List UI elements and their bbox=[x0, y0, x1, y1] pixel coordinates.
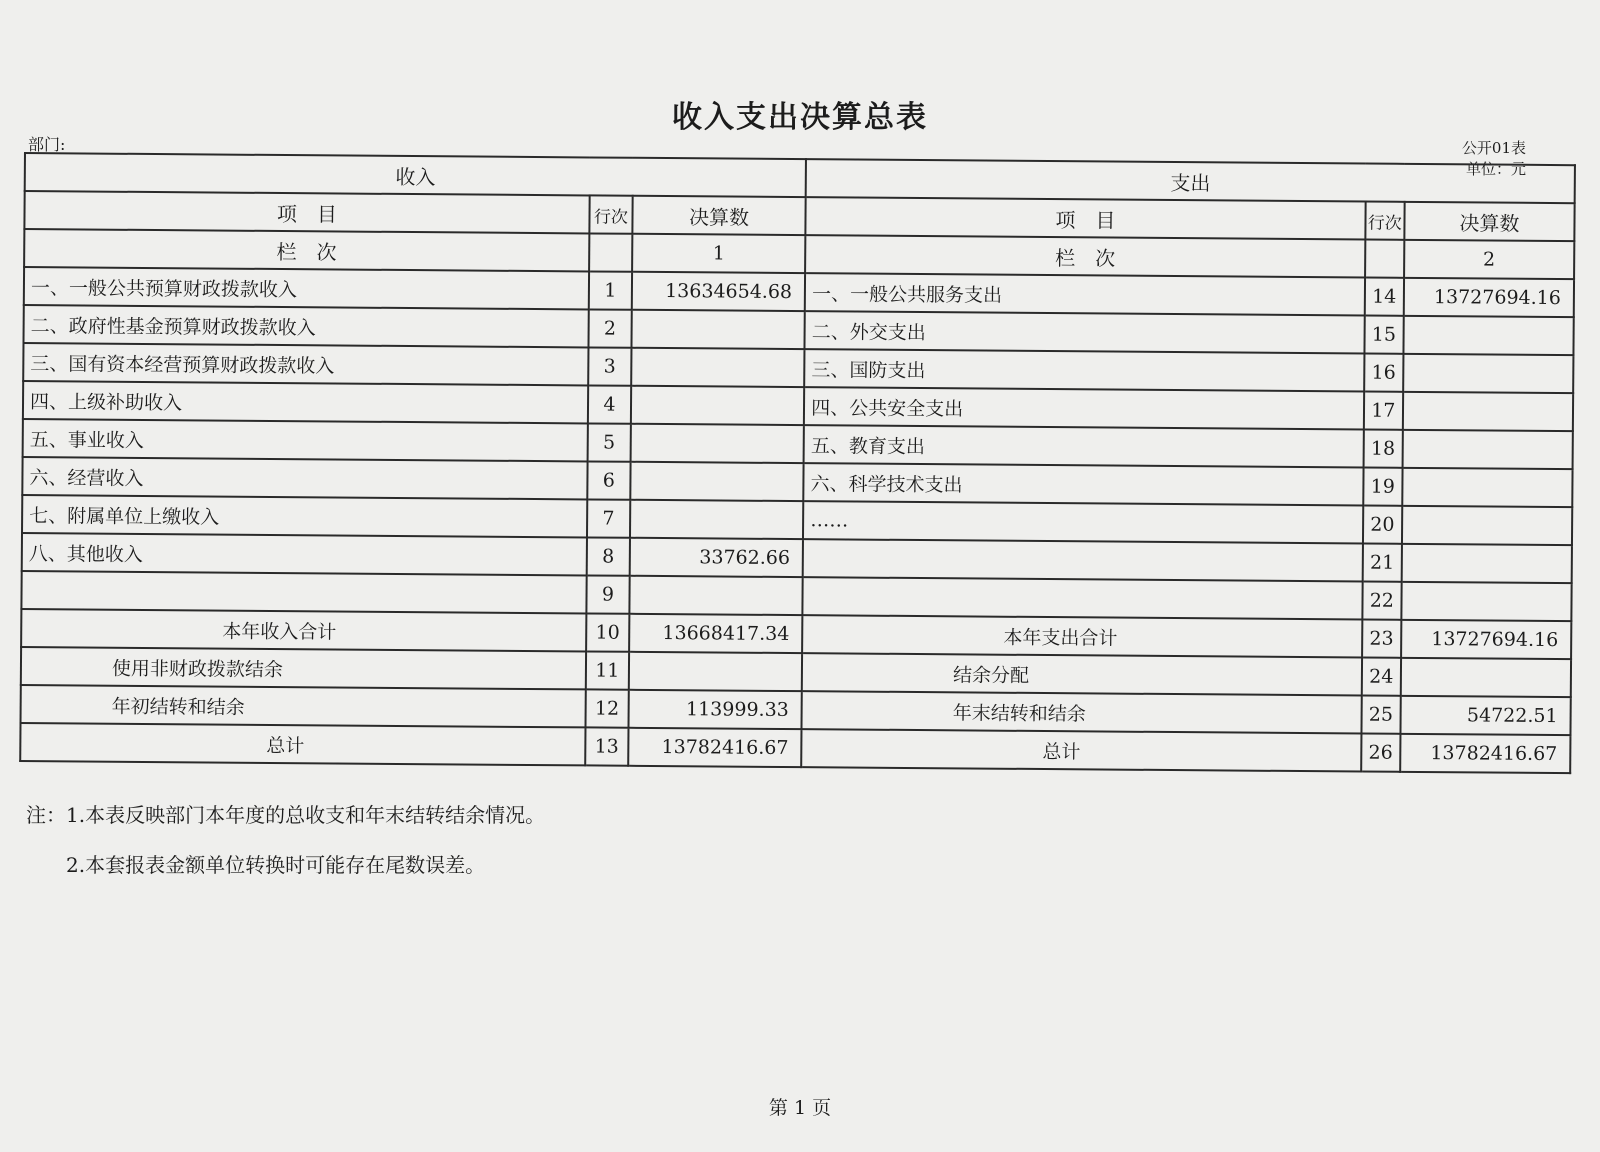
expense-item: 三、国防支出 bbox=[804, 349, 1364, 391]
income-row-number: 6 bbox=[587, 461, 631, 499]
expense-item-header: 项 目 bbox=[806, 197, 1366, 239]
expense-lanci-blank bbox=[1365, 240, 1404, 278]
income-item: 三、国有资本经营预算财政拨款收入 bbox=[23, 343, 588, 385]
expense-amount bbox=[1402, 544, 1572, 583]
expense-total-item: 结余分配 bbox=[802, 653, 1362, 695]
income-amount bbox=[629, 652, 802, 691]
income-lanci-blank bbox=[589, 233, 633, 271]
expense-amount bbox=[1403, 354, 1573, 393]
income-amount bbox=[630, 462, 803, 501]
income-item: 一、一般公共预算财政拨款收入 bbox=[24, 267, 589, 309]
income-item bbox=[21, 571, 586, 613]
income-row-number: 3 bbox=[588, 347, 632, 385]
expense-item bbox=[803, 539, 1363, 581]
page-title: 收入支出决算总表 bbox=[672, 100, 928, 135]
expense-row-number: 22 bbox=[1362, 582, 1401, 620]
income-amount bbox=[629, 576, 802, 615]
income-row-number: 1 bbox=[589, 271, 633, 309]
income-amount: 33762.66 bbox=[630, 538, 803, 577]
income-row-number: 13 bbox=[585, 727, 629, 765]
expense-amount bbox=[1403, 392, 1573, 431]
expense-row-number: 26 bbox=[1361, 734, 1400, 772]
expense-item: 五、教育支出 bbox=[804, 425, 1364, 467]
expense-header: 支出 bbox=[806, 159, 1575, 203]
expense-col-number: 2 bbox=[1404, 240, 1574, 279]
income-item: 六、经营收入 bbox=[22, 457, 587, 499]
expense-amount: 13727694.16 bbox=[1401, 620, 1571, 659]
income-amount bbox=[632, 310, 805, 349]
income-row-number: 7 bbox=[587, 499, 631, 537]
page-number: 第 1 页 bbox=[768, 1097, 832, 1119]
expense-row-number: 24 bbox=[1362, 658, 1401, 696]
expense-amount bbox=[1402, 468, 1572, 507]
expense-rowno-header: 行次 bbox=[1365, 202, 1404, 240]
income-row-number: 8 bbox=[586, 537, 630, 575]
income-amount: 13782416.67 bbox=[628, 728, 801, 767]
expense-row-number: 14 bbox=[1365, 278, 1404, 316]
income-total-item: 使用非财政拨款结余 bbox=[21, 647, 586, 689]
income-lanci-label: 栏 次 bbox=[24, 229, 589, 271]
expense-item bbox=[803, 577, 1363, 619]
income-amount bbox=[631, 386, 804, 425]
income-row-number: 4 bbox=[588, 385, 632, 423]
income-amount: 13668417.34 bbox=[629, 614, 802, 653]
expense-total-item: 年末结转和结余 bbox=[802, 691, 1362, 733]
income-rowno-header: 行次 bbox=[589, 195, 633, 233]
expense-amount bbox=[1401, 582, 1571, 621]
unit-label: 单位：元 bbox=[1465, 160, 1526, 178]
expense-total-item: 本年支出合计 bbox=[802, 615, 1362, 657]
form-code: 公开01表 bbox=[1461, 139, 1526, 157]
department-label: 部门: bbox=[28, 135, 66, 154]
expense-amount: 13727694.16 bbox=[1404, 278, 1574, 317]
expense-amount: 13782416.67 bbox=[1400, 734, 1570, 773]
expense-item: 一、一般公共服务支出 bbox=[805, 273, 1365, 315]
income-item: 八、其他收入 bbox=[22, 533, 587, 575]
budget-summary-table bbox=[19, 152, 1576, 774]
expense-row-number: 25 bbox=[1361, 696, 1400, 734]
income-item: 五、事业收入 bbox=[23, 419, 588, 461]
income-amount bbox=[630, 500, 803, 539]
income-amount bbox=[631, 348, 804, 387]
income-row-number: 11 bbox=[586, 651, 630, 689]
expense-item: 四、公共安全支出 bbox=[804, 387, 1364, 429]
expense-total-item: 总计 bbox=[801, 729, 1361, 771]
income-row-number: 9 bbox=[586, 575, 630, 613]
income-amount: 113999.33 bbox=[629, 690, 802, 729]
expense-lanci-label: 栏 次 bbox=[805, 235, 1365, 277]
note-2: 2.本套报表金额单位转换时可能存在尾数误差。 bbox=[66, 853, 486, 877]
income-item: 七、附属单位上缴收入 bbox=[22, 495, 587, 537]
income-total-item: 本年收入合计 bbox=[21, 609, 586, 651]
income-row-number: 5 bbox=[587, 423, 631, 461]
expense-row-number: 18 bbox=[1363, 430, 1402, 468]
expense-row-number: 16 bbox=[1364, 354, 1403, 392]
expense-row-number: 17 bbox=[1364, 392, 1403, 430]
income-row-number: 2 bbox=[588, 309, 632, 347]
expense-amount bbox=[1402, 430, 1572, 469]
income-amount bbox=[631, 424, 804, 463]
income-col-number: 1 bbox=[632, 234, 805, 273]
expense-row-number: 21 bbox=[1362, 544, 1401, 582]
income-item-header: 项 目 bbox=[24, 191, 589, 233]
expense-item: …… bbox=[803, 501, 1363, 543]
expense-row-number: 15 bbox=[1364, 316, 1403, 354]
income-row-number: 10 bbox=[586, 613, 630, 651]
income-amount-header: 决算数 bbox=[632, 196, 805, 235]
income-total-item: 年初结转和结余 bbox=[21, 685, 586, 727]
expense-amount bbox=[1401, 658, 1571, 697]
income-item: 二、政府性基金预算财政拨款收入 bbox=[23, 305, 588, 347]
expense-item: 六、科学技术支出 bbox=[803, 463, 1363, 505]
expense-amount bbox=[1403, 316, 1573, 355]
note-1: 注：1.本表反映部门本年度的总收支和年末结转结余情况。 bbox=[26, 803, 546, 827]
income-row-number: 12 bbox=[585, 689, 629, 727]
expense-item: 二、外交支出 bbox=[805, 311, 1365, 353]
expense-row-number: 19 bbox=[1363, 468, 1402, 506]
notes bbox=[26, 790, 545, 890]
expense-amount bbox=[1402, 506, 1572, 545]
expense-row-number: 20 bbox=[1363, 506, 1402, 544]
expense-row-number: 23 bbox=[1362, 620, 1401, 658]
expense-amount: 54722.51 bbox=[1400, 696, 1570, 735]
income-amount: 13634654.68 bbox=[632, 272, 805, 311]
income-header: 收入 bbox=[25, 153, 806, 197]
income-item: 四、上级补助收入 bbox=[23, 381, 588, 423]
expense-amount-header: 决算数 bbox=[1404, 202, 1574, 241]
income-total-item: 总计 bbox=[20, 723, 585, 765]
